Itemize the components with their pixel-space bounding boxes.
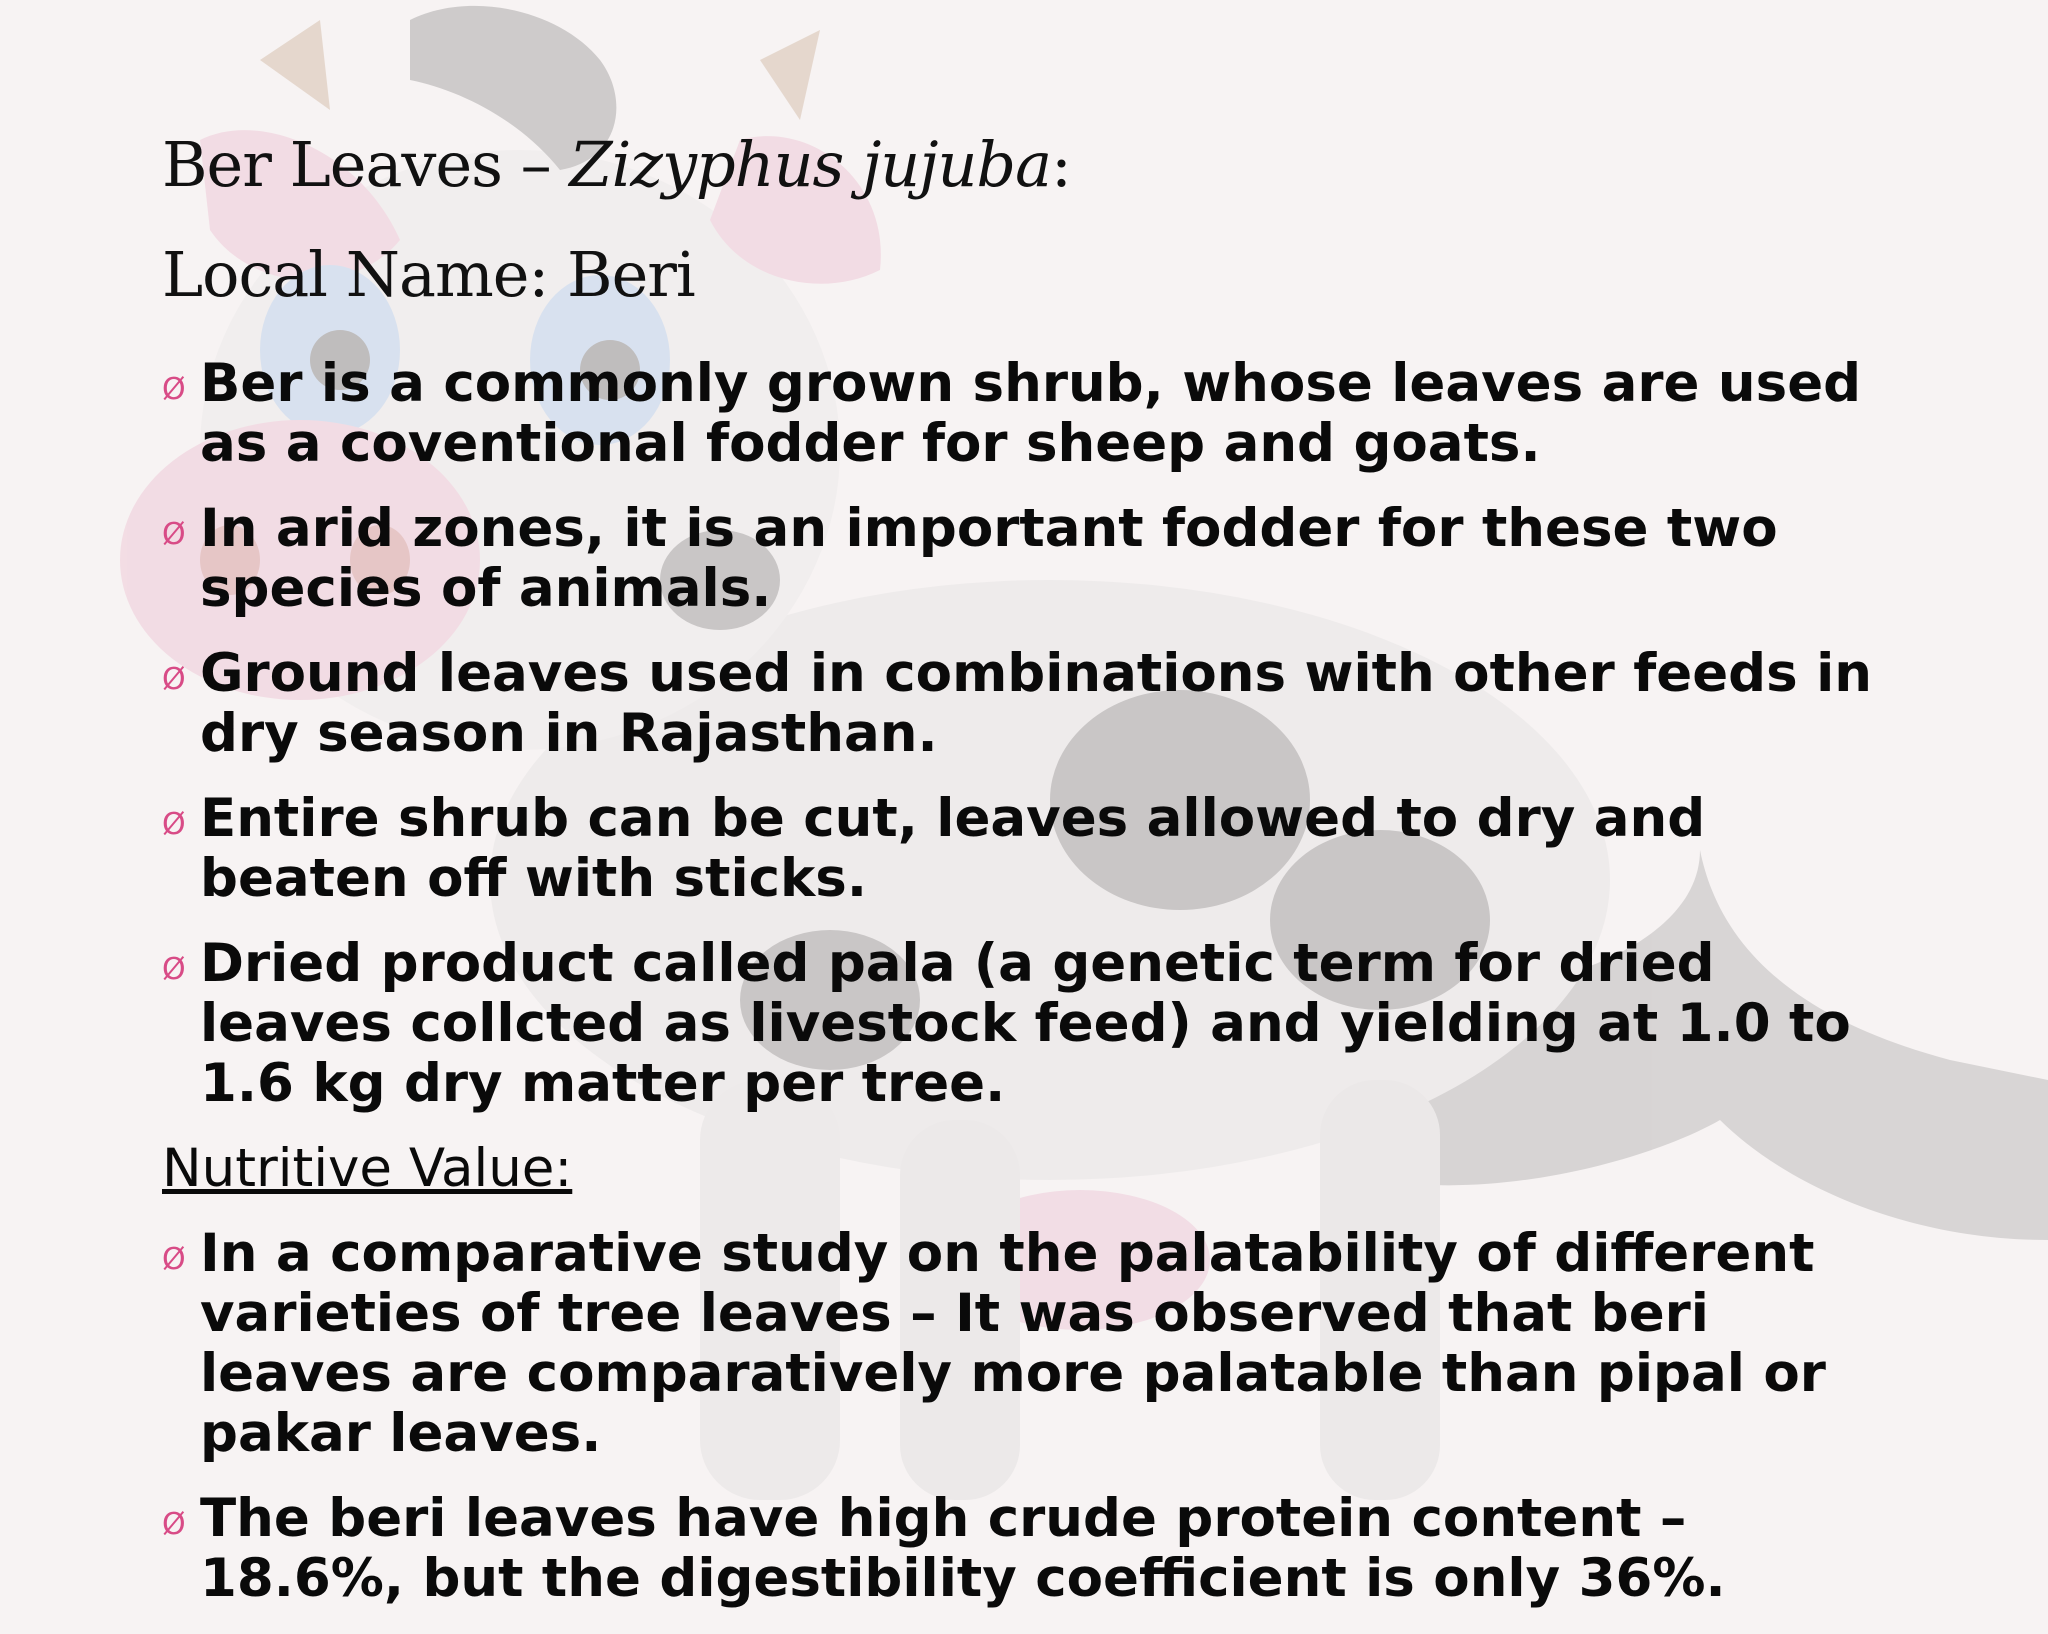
list-item (162, 354, 1882, 474)
title-trail: : (1051, 128, 1071, 201)
bullet-marker-icon: Ø (162, 952, 186, 987)
bullet-text: In a comparative study on the palatability of different varieties of tree leaves – It was observed that beri leaves are comparatively more palatable than pipal or pakar leaves. (200, 1223, 1826, 1464)
bullet-text: Entire shrub can be cut, leaves allowed to dry and beaten off with sticks. (200, 788, 1706, 909)
list-item (162, 499, 1882, 619)
local-name: Local Name: Beri (162, 238, 695, 311)
bullet-marker-icon: Ø (162, 1242, 186, 1277)
list-item (162, 789, 1882, 909)
bullet-marker-icon: Ø (162, 517, 186, 552)
bullet-text: In arid zones, it is an important fodder for these two species of animals. (200, 498, 1778, 619)
list-item (162, 1489, 1882, 1609)
bullet-marker-icon: Ø (162, 1507, 186, 1542)
description-bullet-list (162, 354, 1882, 1634)
title-scientific-name: Zizyphus jujuba (569, 128, 1052, 201)
bullet-text: Ground leaves used in combinations with other feeds in dry season in Rajasthan. (200, 643, 1872, 764)
bullet-text: The beri leaves have high crude protein content – 18.6%, but the digestibility coefficient is only 36%. (200, 1488, 1726, 1609)
bullet-marker-icon: Ø (162, 807, 186, 842)
list-item (162, 1224, 1882, 1464)
bullet-marker-icon: Ø (162, 662, 186, 697)
nutritive-value-heading: Nutritive Value: (162, 1138, 573, 1199)
list-item (162, 644, 1882, 764)
bullet-marker-icon: Ø (162, 372, 186, 407)
slide-title (162, 128, 1071, 201)
title-lead: Ber Leaves – (162, 128, 570, 201)
list-item (162, 934, 1882, 1114)
bullet-text: Dried product called pala (a genetic term for dried leaves collcted as livestock feed) and yielding at 1.0 to 1.6 kg dry matter per tree. (200, 933, 1851, 1114)
bullet-text: Ber is a commonly grown shrub, whose leaves are used as a coventional fodder for sheep and goats. (200, 353, 1862, 474)
